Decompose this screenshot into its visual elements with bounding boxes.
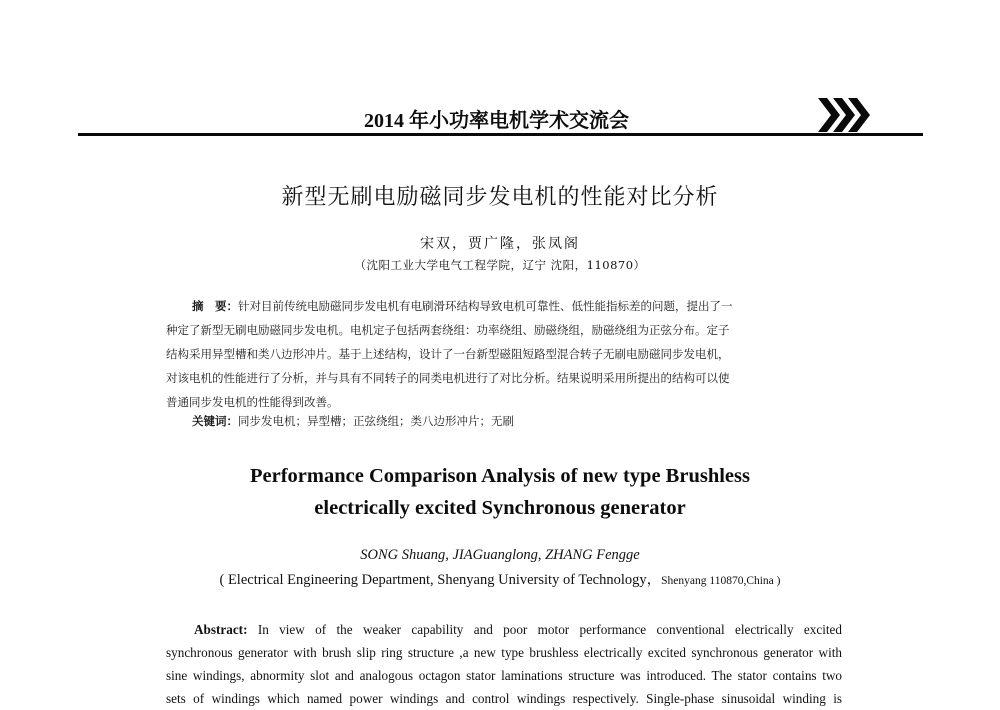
english-abstract-line: synchronous generator with brush slip ring structure ,a new type brushless electrically excited synchronous generator with — [166, 645, 842, 660]
chinese-abstract-line: 普通同步发电机的性能得到改善。 — [166, 395, 339, 409]
chinese-title: 新型无刷电励磁同步发电机的性能对比分析 — [281, 185, 719, 210]
english-abstract-line: sine windings, abnormity slot and analogous octagon stator laminations structure was introduced. The stator contains two — [166, 668, 842, 683]
english-abstract-label: Abstract: — [194, 622, 248, 637]
english-affiliation: ( Electrical Engineering Department, Shenyang University of Technology，Shenyang 110870,China ) — [219, 572, 781, 588]
english-title-line: Performance Comparison Analysis of new type Brushless — [250, 465, 750, 487]
header-rule — [78, 133, 923, 136]
chinese-authors: 宋双，贾广隆，张凤阁 — [420, 236, 580, 252]
english-title — [0, 460, 1000, 524]
running-head: 2014 年小功率电机学术交流会 — [364, 110, 629, 132]
english-abstract-line: sets of windings which named power windings and control windings respectively. Single-phase sinusoidal winding is — [166, 691, 842, 706]
triple-chevron-right-icon — [816, 96, 876, 134]
chinese-keywords-list: 同步发电机；异型槽；正弦绕组；类八边形冲片；无刷 — [238, 414, 514, 428]
chinese-affiliation: （沈阳工业大学电气工程学院，辽宁 沈阳，110870） — [354, 258, 646, 272]
chinese-abstract-line: 种定了新型无刷电励磁同步发电机。电机定子包括两套绕组：功率绕组、励磁绕组，励磁绕组为正弦分布。定子 — [166, 323, 730, 337]
english-title-line: electrically excited Synchronous generator — [314, 497, 686, 519]
english-abstract — [166, 618, 842, 710]
chinese-abstract-line: 结构采用异型槽和类八边形冲片。基于上述结构，设计了一台新型磁阻短路型混合转子无刷电励磁同步发电机， — [166, 347, 730, 361]
chinese-abstract — [166, 294, 842, 414]
english-authors: SONG Shuang, JIAGuanglong, ZHANG Fengge — [360, 547, 640, 563]
chinese-abstract-line: 对该电机的性能进行了分析，并与具有不同转子的同类电机进行了对比分析。结果说明采用所提出的结构可以使 — [166, 371, 730, 385]
english-abstract-line: Abstract: In view of the weaker capability and poor motor performance conventional electrically excited — [194, 622, 842, 637]
chinese-abstract-line: 摘 要：针对目前传统电励磁同步发电机有电刷滑环结构导致电机可靠性、低性能指标差的问题，提出了一 — [192, 299, 733, 313]
chinese-keywords-label: 关键词： — [192, 414, 238, 428]
chinese-abstract-label: 摘 要： — [192, 299, 238, 313]
chinese-keywords — [192, 413, 514, 429]
